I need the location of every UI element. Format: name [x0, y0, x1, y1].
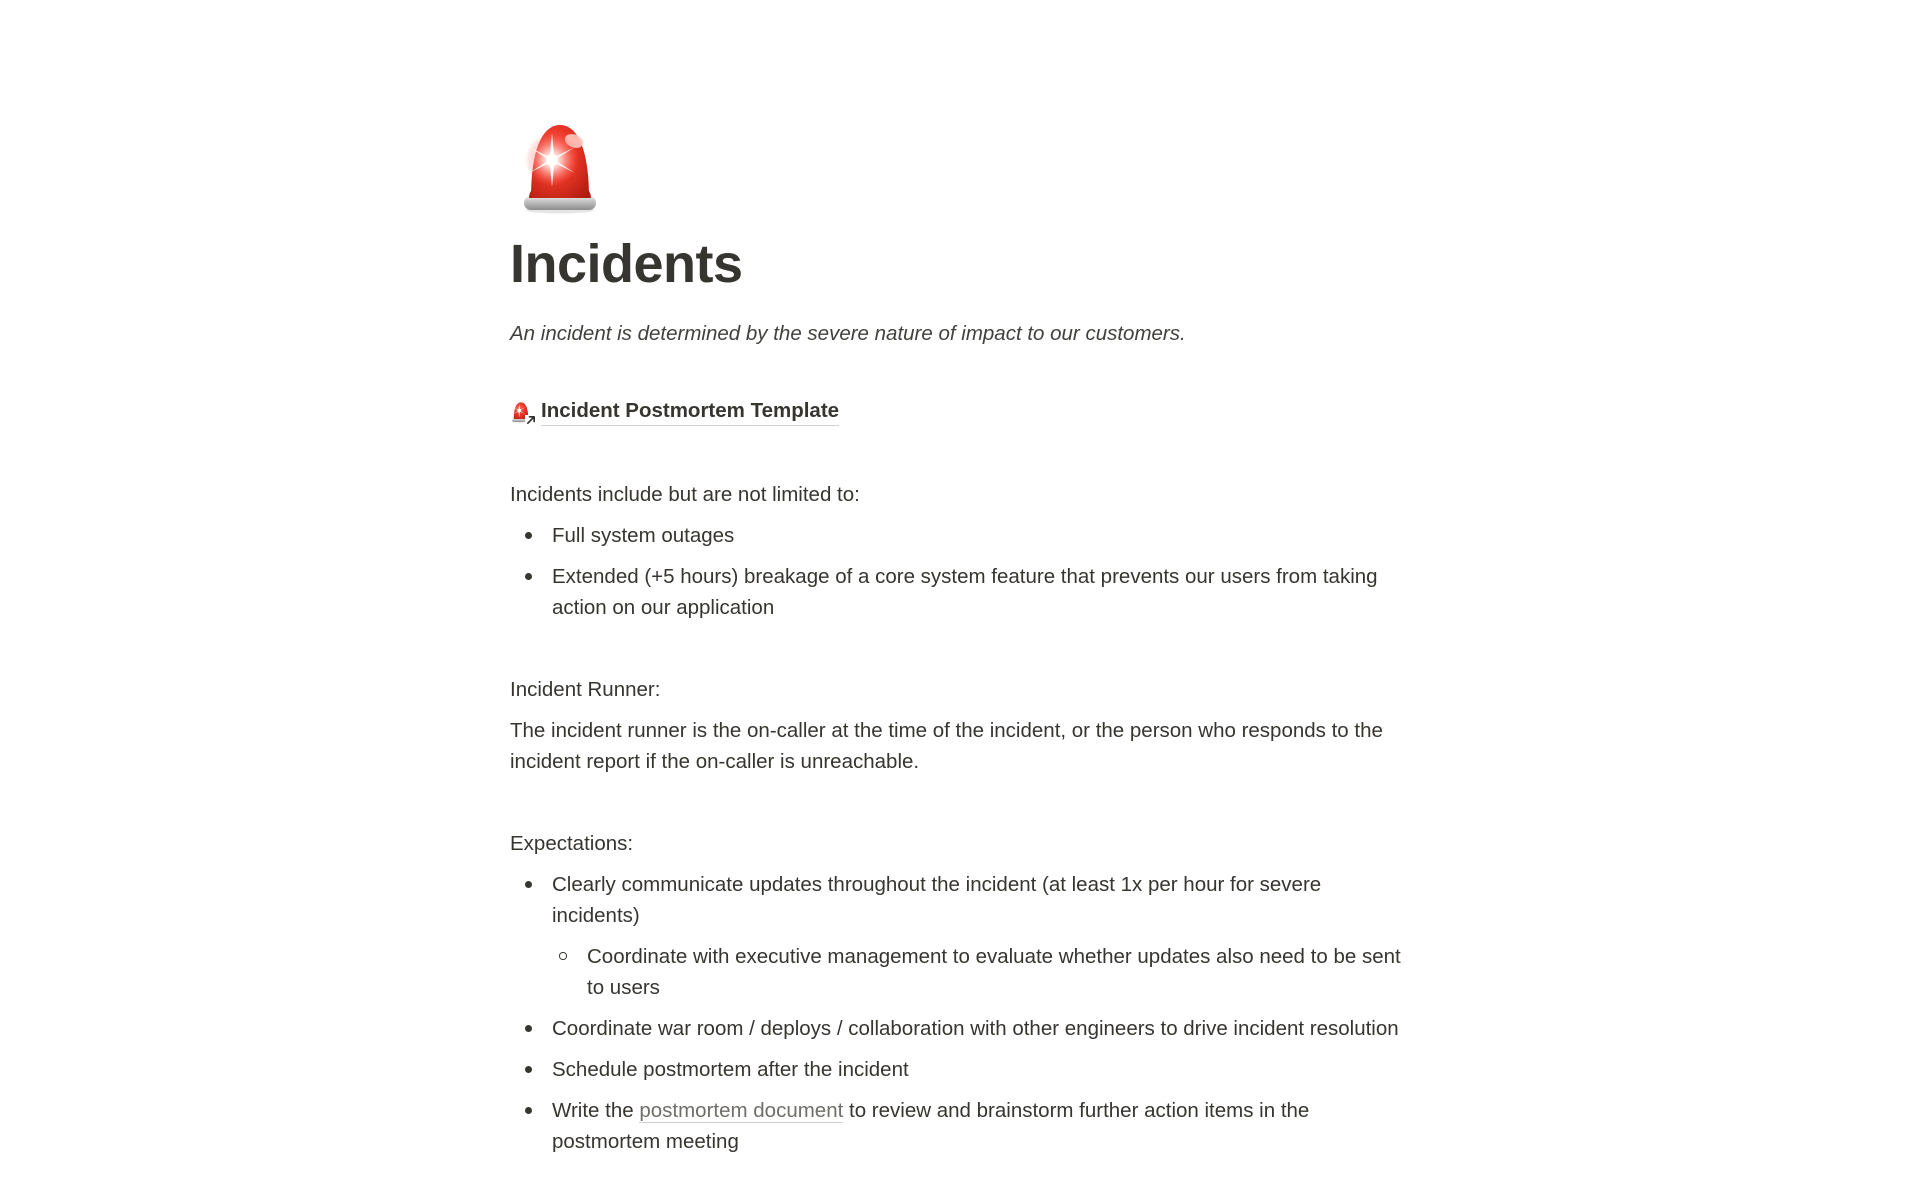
page-title[interactable]: Incidents	[510, 234, 743, 294]
runner-heading: Incident Runner:	[510, 678, 661, 701]
bullet-text-prefix: Write the	[552, 1099, 640, 1122]
bullet-text: Schedule postmortem after the incident	[552, 1058, 909, 1081]
sub-list-item	[545, 941, 1410, 1003]
bullet-text: Extended (+5 hours) breakage of a core system feature that prevents our users from taking action on our application	[552, 565, 1378, 619]
bullet-text: Coordinate war room / deploys / collaboration with other engineers to drive incident resolution	[552, 1017, 1399, 1040]
notion-page	[510, 0, 1410, 1157]
expectations-bullet-list	[510, 869, 1410, 1157]
rotating-light-emoji-icon[interactable]	[510, 116, 610, 216]
rotating-light-page-link-icon	[510, 401, 532, 423]
include-heading: Incidents include but are not limited to:	[510, 483, 860, 506]
postmortem-document-link[interactable]: postmortem document	[639, 1099, 844, 1122]
rotating-light-emoji-svg	[510, 116, 610, 216]
include-bullet-list	[510, 520, 1410, 623]
list-item	[510, 869, 1410, 931]
list-item	[510, 1054, 1410, 1085]
open-page-arrow-icon	[525, 415, 536, 426]
list-item	[510, 561, 1410, 623]
list-item	[510, 520, 1410, 551]
page-subtitle[interactable]: An incident is determined by the severe nature of impact to our customers.	[510, 322, 1186, 345]
expectations-heading: Expectations:	[510, 832, 634, 855]
bullet-text: Clearly communicate updates throughout the incident (at least 1x per hour for severe incidents)	[552, 873, 1322, 927]
incident-postmortem-template-link[interactable]	[510, 395, 839, 428]
template-link-label[interactable]: Incident Postmortem Template	[541, 397, 839, 426]
bullet-text: Full system outages	[552, 524, 735, 547]
list-item	[510, 1013, 1410, 1044]
list-item	[510, 1095, 1410, 1157]
runner-body: The incident runner is the on-caller at the time of the incident, or the person who responds to the incident report if the on-caller is unreachable.	[510, 719, 1383, 773]
bullet-text: Coordinate with executive management to evaluate whether updates also need to be sent to users	[587, 945, 1401, 999]
bullet-text-suffix: to review and brainstorm further action items in the postmortem meeting	[552, 1099, 1310, 1153]
